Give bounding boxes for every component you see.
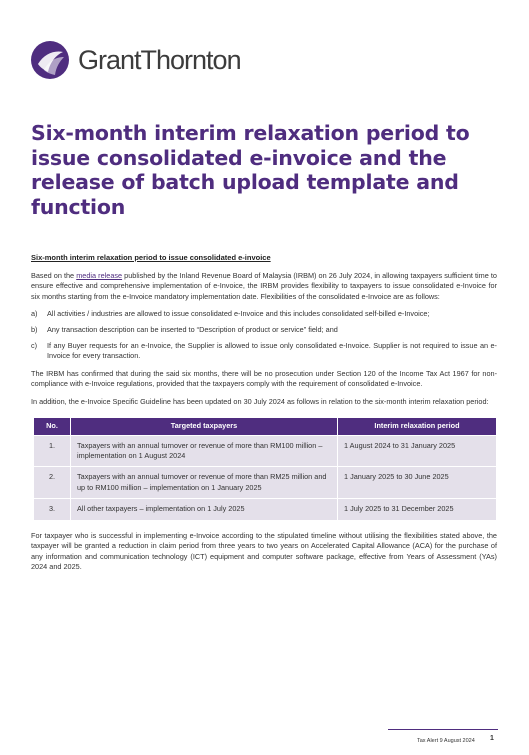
intro-text-after: published by the Inland Revenue Board of Malaysia (IRBM) on 26 July 2024, in allowing taxpayers sufficient time to ensure effective and comprehensive implementation of e-Invoice, the IRBM provides flexibility to taxpayers to issue consolidated e-Invoice for six months starting from the e-Invoice mandatory implementation date. Flexibilities of the consolidated e-Invoice are as follows: <box>31 270 497 301</box>
row-no: 1. <box>34 435 71 467</box>
section-heading: Six-month interim relaxation period to issue consolidated e-invoice <box>31 253 271 262</box>
header-no: No. <box>34 417 71 435</box>
table-row <box>34 467 497 499</box>
relaxation-period-table <box>33 417 497 521</box>
footer-divider <box>388 729 498 730</box>
table-header-row <box>34 417 497 435</box>
list-marker: b) <box>31 324 38 334</box>
grant-thornton-logo <box>30 40 241 80</box>
list-item <box>31 341 497 362</box>
list-item-text: Any transaction description can be inserted to “Description of product or service” field; and <box>47 324 338 334</box>
header-interim-period: Interim relaxation period <box>338 417 497 435</box>
prosecution-paragraph: The IRBM has confirmed that during the said six months, there will be no prosecution under Section 120 of the Income Tax Act 1967 for non-compliance with e-Invoice regulations, provided that the taxpayers comply with the requirement of consolidated e-Invoice. <box>31 368 497 389</box>
intro-text-before: Based on the <box>31 270 77 280</box>
guideline-paragraph: In addition, the e-Invoice Specific Guideline has been updated on 30 July 2024 as follows in relation to the six-month interim relaxation period: <box>31 396 489 406</box>
row-taxpayers: Taxpayers with an annual turnover or revenue of more than RM100 million – implementation on 1 August 2024 <box>71 435 338 467</box>
grant-thornton-logo-mark-icon <box>30 40 70 80</box>
row-period: 1 July 2025 to 31 December 2025 <box>338 499 497 520</box>
row-taxpayers: All other taxpayers – implementation on 1 July 2025 <box>71 499 338 520</box>
page-number: 1 <box>490 735 494 742</box>
main-content <box>31 253 497 580</box>
list-item <box>31 325 497 336</box>
footer-publication: Tax Alert 9 August 2024 <box>417 738 475 744</box>
page-title: Six-month interim relaxation period to issue consolidated e-invoice and the release of batch upload template and function <box>31 121 470 219</box>
header-targeted-taxpayers: Targeted taxpayers <box>71 417 338 435</box>
table-row <box>34 435 497 467</box>
flexibility-list <box>31 309 497 361</box>
media-release-link[interactable]: media release <box>76 270 123 280</box>
table-row <box>34 499 497 520</box>
row-no: 2. <box>34 467 71 499</box>
row-period: 1 August 2024 to 31 January 2025 <box>338 435 497 467</box>
intro-paragraph <box>31 271 497 303</box>
logo-wordmark: GrantThornton <box>78 44 241 75</box>
list-item-text: If any Buyer requests for an e-Invoice, the Supplier is allowed to issue only consolidated e-Invoice. Supplier is not required to issue an e-Invoice for every transaction. <box>47 340 497 361</box>
aca-paragraph: For taxpayer who is successful in implementing e-Invoice according to the stipulated timeline without utilising the flexibilities stated above, the taxpayer will be granted a reduction in claim period from three years to two years on Accelerated Capital Allowance (ACA) for the purchase of any information and communication technology (ICT) equipment and computer software package, effective from Years of Assessment (YAs) 2024 and 2025. <box>31 530 497 572</box>
row-taxpayers: Taxpayers with an annual turnover or revenue of more than RM25 million and up to RM100 million – implementation on 1 January 2025 <box>71 467 338 499</box>
list-marker: c) <box>31 340 38 350</box>
list-item-text: All activities / industries are allowed to issue consolidated e-Invoice and this includes consolidated self-billed e-Invoice; <box>47 309 430 319</box>
row-no: 3. <box>34 499 71 520</box>
list-marker: a) <box>31 309 38 319</box>
list-item <box>31 309 497 320</box>
row-period: 1 January 2025 to 30 June 2025 <box>338 467 497 499</box>
